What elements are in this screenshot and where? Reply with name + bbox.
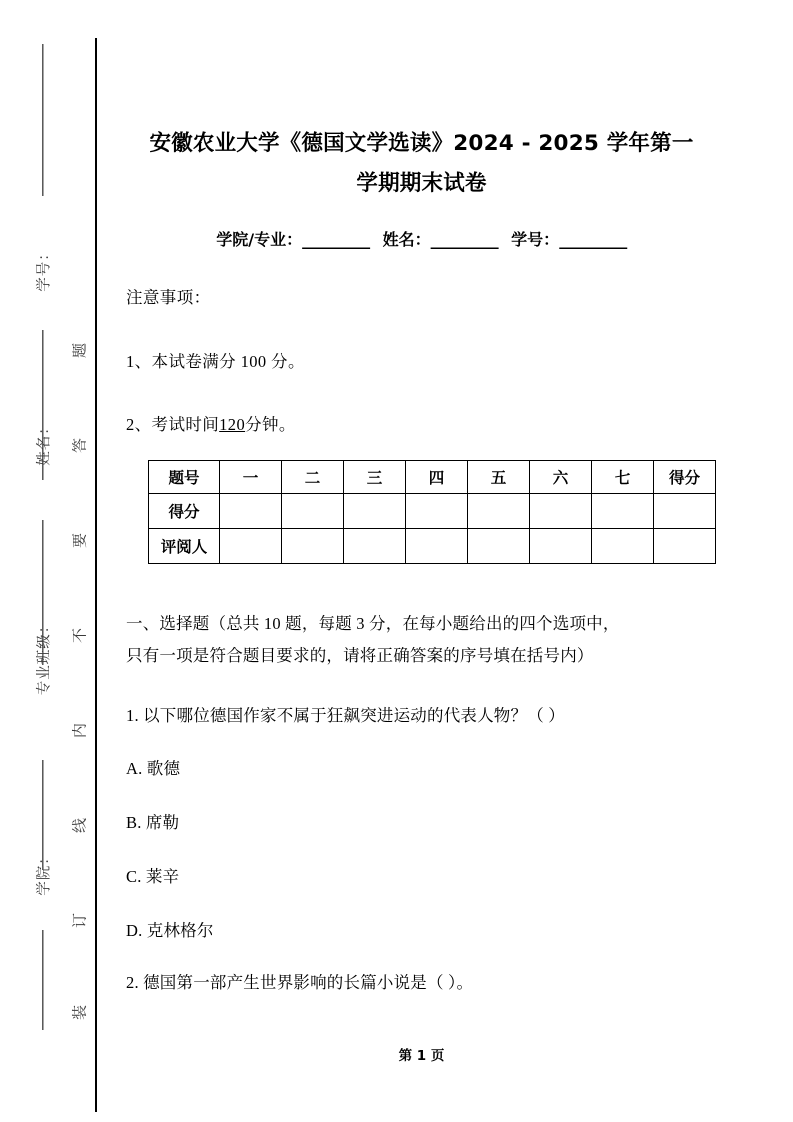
table-cell[interactable] (220, 494, 282, 529)
table-cell[interactable] (592, 529, 654, 564)
table-cell[interactable] (344, 494, 406, 529)
binding-field-label-name: 姓名： (36, 419, 53, 466)
table-cell[interactable] (654, 494, 716, 529)
college-major-label: 学院/专业： (216, 230, 303, 249)
table-cell: 五 (468, 461, 530, 494)
table-cell[interactable] (344, 529, 406, 564)
seal-note-char: 订 (72, 913, 89, 929)
seal-note-char: 装 (72, 1005, 89, 1021)
section-heading-line-2: 只有一项是符合题目要求的，请将正确答案的序号填在括号内） (126, 646, 594, 665)
score-table (148, 460, 716, 564)
binding-margin (0, 0, 96, 1122)
notice-heading: 注意事项： (126, 288, 211, 307)
table-cell[interactable] (592, 494, 654, 529)
table-row (149, 494, 716, 529)
table-cell: 六 (530, 461, 592, 494)
table-cell[interactable] (282, 494, 344, 529)
question-1-stem: 1. 以下哪位德国作家不属于狂飙突进运动的代表人物？（ ） (126, 706, 565, 725)
name-input[interactable]: _________ (430, 230, 499, 249)
table-row-header: 评阅人 (149, 529, 220, 564)
table-row-header: 题号 (149, 461, 220, 494)
table-cell[interactable] (406, 529, 468, 564)
notice-item-duration (126, 412, 296, 438)
name-label: 姓名： (382, 230, 431, 249)
table-cell[interactable] (468, 529, 530, 564)
seal-note-char: 答 (72, 438, 89, 454)
duration-value: 120 (219, 415, 246, 434)
question-2-stem: 2. 德国第一部产生世界影响的长篇小说是（ ）。 (126, 973, 474, 992)
section-heading-line-1: 一、选择题（总共 10 题，每题 3 分，在每小题给出的四个选项中， (126, 614, 620, 633)
page-footer: 第 1 页 (398, 1048, 445, 1064)
table-cell: 七 (592, 461, 654, 494)
student-info-line (123, 227, 720, 250)
page-title (123, 124, 720, 204)
table-cell[interactable] (654, 529, 716, 564)
seal-note-char: 要 (72, 533, 89, 549)
question-1-option-d[interactable]: D. 克林格尔 (126, 921, 214, 940)
binding-field-blank[interactable] (42, 930, 43, 1030)
table-cell[interactable] (282, 529, 344, 564)
table-row (149, 461, 716, 494)
seal-note-char: 内 (72, 723, 89, 739)
seal-note-char: 不 (72, 628, 89, 644)
table-cell[interactable] (406, 494, 468, 529)
question-1-option-b[interactable]: B. 席勒 (126, 813, 180, 832)
page-title-line-1: 安徽农业大学《德国文学选读》2024 - 2025 学年第一 (149, 131, 694, 156)
duration-prefix: 2、考试时间 (126, 415, 220, 434)
question-1-option-a[interactable]: A. 歌德 (126, 759, 181, 778)
table-row-header: 得分 (149, 494, 220, 529)
table-cell: 四 (406, 461, 468, 494)
binding-field-label-class: 专业班级： (36, 617, 53, 696)
duration-suffix: 分钟。 (245, 415, 296, 434)
seal-note-char: 线 (72, 818, 89, 834)
binding-field-column (20, 0, 66, 1122)
exam-sheet (123, 0, 723, 1122)
seal-note-column (62, 330, 96, 1030)
section-heading (126, 608, 723, 672)
table-row (149, 529, 716, 564)
student-id-input[interactable]: _________ (559, 230, 627, 249)
table-cell[interactable] (530, 494, 592, 529)
table-cell[interactable] (468, 494, 530, 529)
table-cell: 三 (344, 461, 406, 494)
student-id-label: 学号： (511, 230, 560, 249)
college-major-input[interactable]: _________ (302, 230, 370, 249)
binding-field-blank[interactable] (42, 44, 43, 196)
table-cell: 一 (220, 461, 282, 494)
table-cell: 二 (282, 461, 344, 494)
seal-note-char: 题 (72, 343, 89, 359)
binding-field-label-college: 学院： (36, 849, 53, 896)
table-cell: 得分 (654, 461, 716, 494)
table-cell[interactable] (530, 529, 592, 564)
table-cell[interactable] (220, 529, 282, 564)
binding-field-label-student-id: 学号： (36, 245, 53, 292)
notice-item-total-score: 1、本试卷满分 100 分。 (126, 352, 305, 371)
page-title-line-2: 学期期末试卷 (356, 171, 487, 196)
question-1-option-c[interactable]: C. 莱辛 (126, 867, 180, 886)
